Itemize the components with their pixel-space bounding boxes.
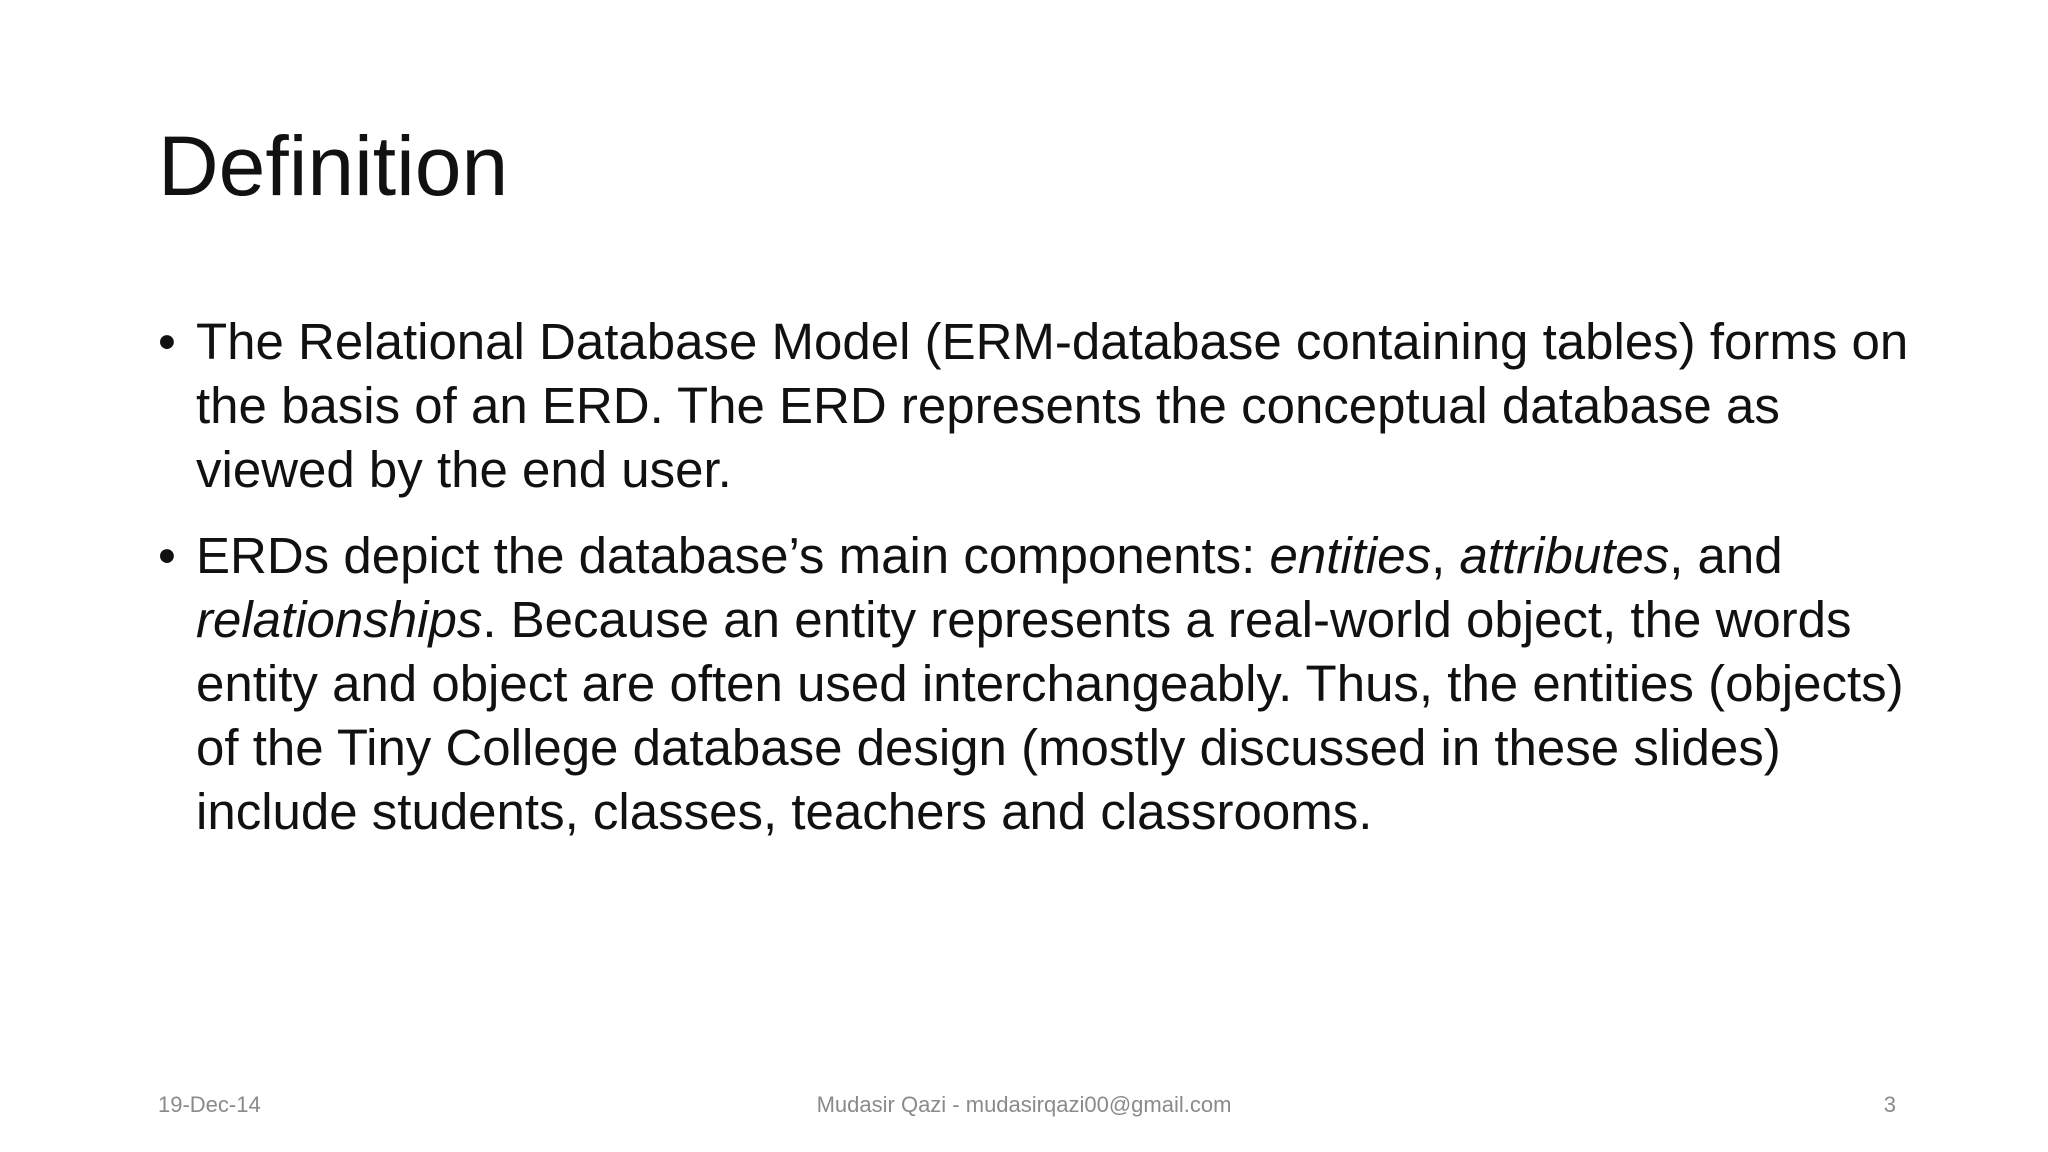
slide-title: Definition: [158, 119, 509, 213]
bullet-text-segment: ERDs depict the database’s main components:: [196, 527, 1270, 584]
bullet-icon: •: [158, 313, 176, 370]
bullet-text-emphasis: relationships: [196, 591, 483, 648]
slide-content: [158, 310, 1918, 866]
bullet-item: [158, 524, 1918, 844]
bullet-text-segment: . Because an entity represents a real-world object, the words entity and object are often used interchangeably. Thus, the entities (objects) of the Tiny College database design (mostly discussed in these slides) include students, classes, teachers and classrooms.: [196, 591, 1904, 840]
bullet-text: [196, 310, 1918, 502]
bullet-text-segment: The Relational Database Model (ERM-database containing tables) forms on the basis of an ERD. The ERD represents the conceptual database as viewed by the end user.: [196, 313, 1909, 498]
bullet-text: [196, 524, 1918, 844]
bullet-text-emphasis: entities: [1269, 527, 1432, 584]
bullet-item: [158, 310, 1918, 502]
bullet-text-segment: ,: [1431, 527, 1460, 584]
bullet-text-segment: , and: [1669, 527, 1783, 584]
bullet-icon: •: [158, 527, 176, 584]
footer-author: Mudasir Qazi - mudasirqazi00@gmail.com: [816, 1092, 1232, 1117]
footer-page-number: 3: [1883, 1092, 1896, 1117]
footer-date: 19-Dec-14: [158, 1092, 261, 1117]
bullet-text-emphasis: attributes: [1459, 527, 1670, 584]
